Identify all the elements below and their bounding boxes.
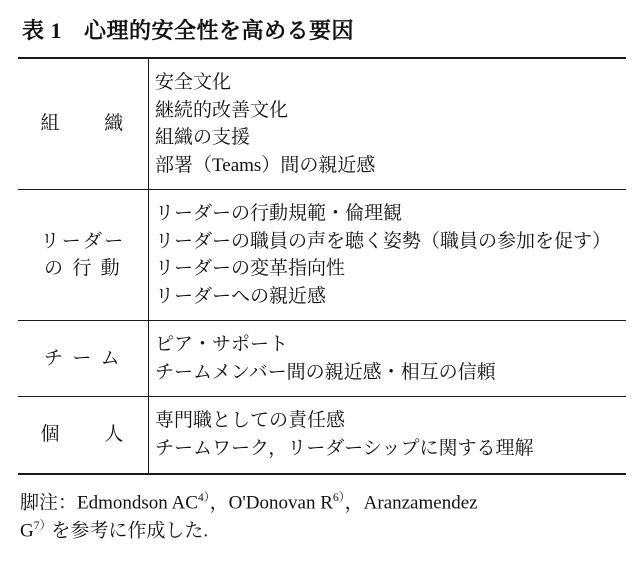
caption-title: 心理的安全性を高める要因 — [84, 18, 355, 43]
footnote-line-1 — [20, 489, 626, 518]
category-cell — [18, 58, 149, 190]
category-cell — [18, 321, 149, 397]
footnote-text: を参考に作成した. — [51, 520, 209, 542]
table-row — [18, 321, 626, 397]
items-cell — [149, 58, 627, 190]
table-caption — [22, 14, 626, 45]
category-cell — [18, 397, 149, 474]
list-item: リーダーへの親近感 — [155, 285, 327, 307]
caption-number: 表 1 — [22, 18, 63, 43]
list-item: 継続的改善文化 — [155, 99, 289, 121]
list-item: リーダーの行動規範・倫理観 — [155, 203, 403, 225]
list-item: チームメンバー間の親近感・相互の信頼 — [155, 361, 496, 383]
items-cell — [149, 190, 627, 321]
category-cell — [18, 190, 149, 321]
table-row — [18, 190, 626, 321]
list-item: リーダーの職員の声を聴く姿勢（職員の参加を促す） — [155, 230, 612, 252]
list-item: ピア・サポート — [155, 334, 289, 356]
footnote-text: ，O'Donovan R — [209, 491, 333, 513]
factors-table — [18, 57, 626, 475]
list-item: チームワーク，リーダーシップに関する理解 — [155, 438, 534, 460]
footnote-line-2 — [20, 517, 626, 546]
table-row — [18, 397, 626, 474]
table-row — [18, 58, 626, 190]
footnote-text: ，Aranzamendez — [344, 491, 478, 513]
list-item: 専門職としての責任感 — [155, 410, 346, 432]
category-label: の 行 動 — [44, 258, 122, 280]
category-label: 個 人 — [40, 424, 126, 446]
items-cell — [149, 397, 627, 474]
category-label: チ ー ム — [44, 348, 122, 370]
list-item: 組織の支援 — [155, 127, 251, 149]
footnote-text: 脚注：Edmondson AC — [20, 491, 198, 513]
category-label: 組 織 — [40, 113, 126, 135]
footnote-ref: 6） — [332, 490, 345, 504]
list-item: リーダーの変革指向性 — [155, 258, 346, 280]
list-item: 部署（Teams）間の親近感 — [155, 154, 376, 176]
items-cell — [149, 321, 627, 397]
footnote-text: G — [20, 520, 34, 542]
category-label: リーダー — [40, 230, 126, 252]
footnote — [18, 489, 626, 547]
list-item: 安全文化 — [155, 72, 232, 93]
footnote-ref: 4） — [197, 490, 210, 504]
footnote-ref: 7） — [33, 519, 52, 533]
